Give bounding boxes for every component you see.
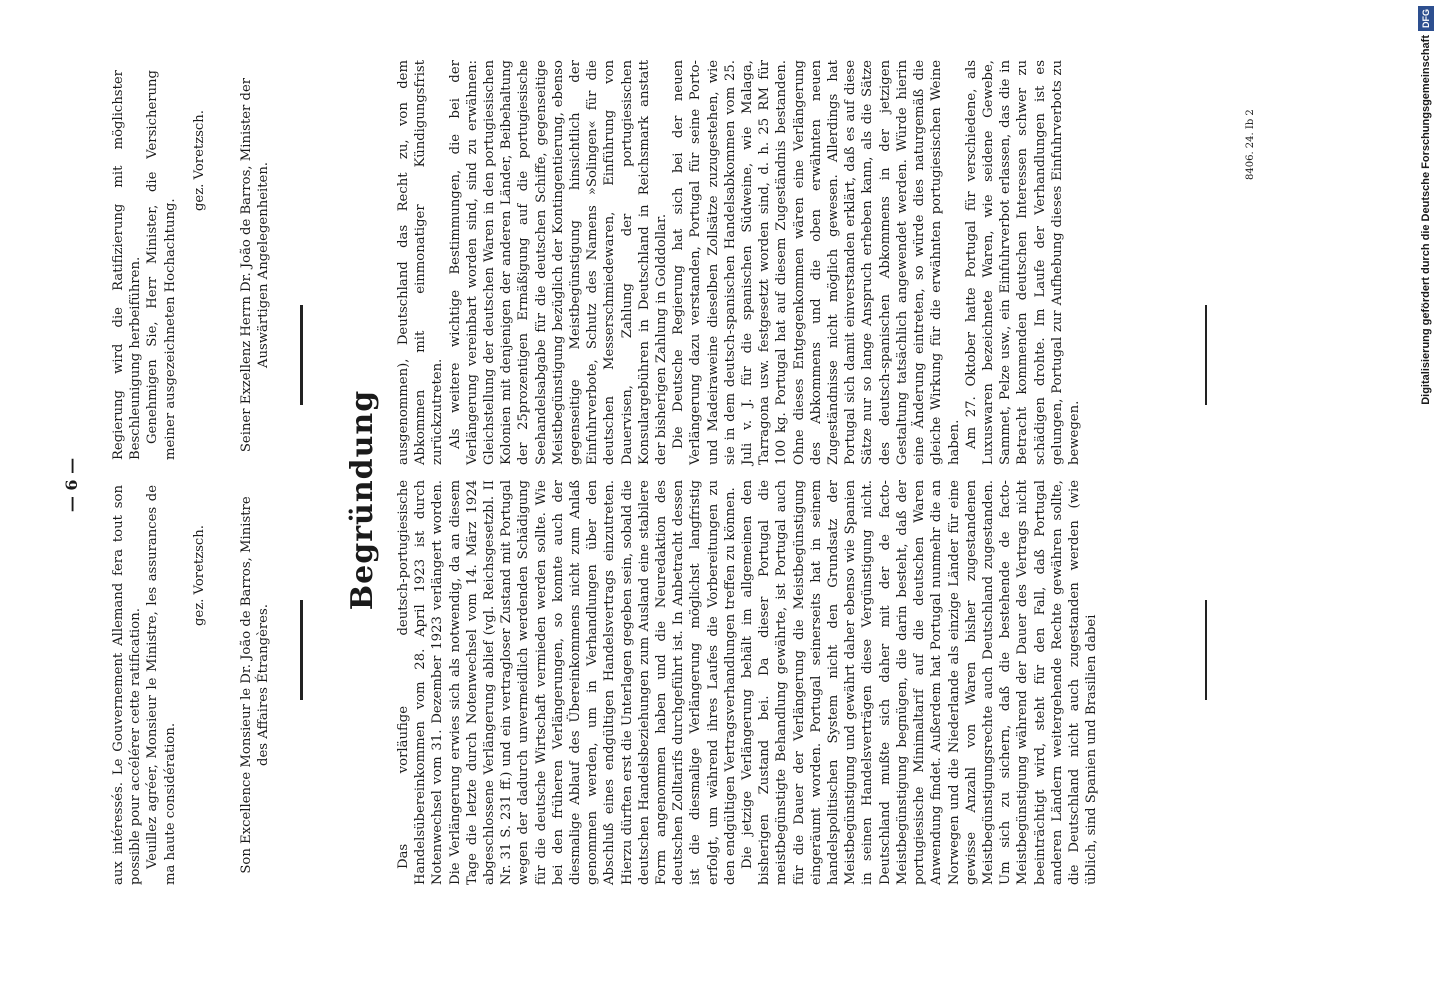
- page-number: — 6 —: [62, 457, 81, 513]
- french-text: aux intéressés. Le Gouvernement Allemand fera tout son possible pour accélérer cette ratification.: [111, 485, 144, 885]
- section-rule: [300, 305, 303, 405]
- section-rule: [300, 600, 303, 700]
- french-closing: Veuillez agréer, Monsieur le Ministre, les assurances de ma haute considération.: [145, 485, 178, 885]
- german-letter: [110, 70, 272, 460]
- french-signature: gez. Voretzsch.: [191, 525, 207, 627]
- section-heading: Begründung: [345, 389, 380, 611]
- body-left-column: [395, 480, 1100, 885]
- body-right-column: [395, 60, 1083, 465]
- body-paragraph: Die Deutsche Regierung hat sich bei der neuen Verlängerung dazu verstanden, Portugal für seine Porto- und Madeiraweine dieselben Zollsätze zuzugestehen, wie sie in dem deutsch-spanischen Handelsabkommen vom 25. Juli v. J. für die spanischen Südweine, wie Malaga, Tarragona usw. festgesetzt worden sind, d. h. 25 RM für 100 kg. Portugal hat auf diesem Zugeständnis bestanden. Ohne dieses Entgegenkommen wären eine Verlängerung des Abkommens und die oben erwähnten neuen Zugeständnisse nicht möglich gewesen. Allerdings hat Portugal sich damit einverstanden erklärt, daß es auf diese Sätze nur so lange Anspruch erheben kann, als die Sätze des deutsch-spanischen Abkommens in der jetzigen Gestaltung tatsächlich angewendet werden. Würde hierin eine Änderung eintreten, so würde dies naturgemäß die gleiche Wirkung für die erwähnten portugiesischen Weine haben.: [671, 60, 962, 465]
- sidebar-credit: [1418, 0, 1434, 1000]
- body-paragraph: Das vorläufige deutsch-portugiesische Handelsübereinkommen vom 28. April 1923 ist durch Notenwechsel vom 31. Dezember 1923 verlängert worden. Die Verlängerung erwies sich als notwendig, da an diesem Tage die letzte durch Notenwechsel vom 14. März 1924 abgeschlossene Verlängerung ablief (vgl. Reichsgesetzbl. II Nr. 31 S. 231 ff.) und ein vertragloser Zustand mit Portugal wegen der dadurch unvermeidlich werdenden Schädigung für die deutsche Wirtschaft vermieden werden sollte. Wie bei den früheren Verlängerungen, so konnte auch der diesmalige Ablauf des Übereinkommens nicht zum Anlaß genommen werden, um in Verhandlungen über den Abschluß eines endgültigen Handelsvertrags einzutreten. Hierzu dürften erst die Unterlagen gegeben sein, sobald die deutschen Handelsbeziehungen zum Ausland eine stabilere Form angenommen haben und die Neuredaktion des deutschen Zolltarifs durchgeführt ist. In Anbetracht dessen ist die diesmalige Verlängerung möglichst langfristig erfolgt, um während ihres Laufes die Vorbereitungen zu den endgültigen Vertragsverhandlungen treffen zu können.: [396, 480, 738, 885]
- dfg-logo: DFG: [1418, 6, 1434, 31]
- german-closing: Genehmigen Sie, Herr Minister, die Versicherung meiner ausgezeichneten Hochachtung.: [145, 70, 178, 460]
- body-paragraph: ausgenommen), Deutschland das Recht zu, von dem Abkommen mit einmonatiger Kündigungsfrist zurückzutreten.: [396, 60, 446, 465]
- body-paragraph: Die jetzige Verlängerung behält im allgemeinen den bisherigen Zustand bei. Da dieser Portugal die meistbegünstigte Behandlung gewährte, ist Portugal auch für die Dauer der Verlängerung die Meistbegünstigung eingeräumt worden. Portugal seinerseits hat in seinem handelspolitischen System nicht den Grundsatz der Meistbegünstigung und gewährt daher ebenso wie Spanien in seinen Handelsverträgen diese Vergünstigung nicht. Deutschland mußte sich daher mit der de facto-Meistbegünstigung begnügen, die darin besteht, daß der portugiesische Minimaltarif auf die deutschen Waren Anwendung findet. Außerdem hat Portugal nunmehr die an Norwegen und die Niederlande als einzige Länder für eine gewisse Anzahl von Waren bisher zugestandenen Meistbegünstigungsrechte auch Deutschland zugestanden. Um sich zu sichern, daß die bestehende de facto-Meistbegünstigung während der Dauer des Vertrags nicht beeinträchtigt wird, steht für den Fall, daß Portugal anderen Ländern weitergehende Rechte gewähren sollte, die Deutschland nicht auch zugestanden werden (wie üblich, sind Spanien und Brasilien dabei: [740, 480, 1100, 885]
- end-rule: [1205, 305, 1207, 405]
- end-rule: [1205, 600, 1207, 700]
- german-signature: gez. Voretzsch.: [191, 110, 207, 212]
- german-text: Regierung wird die Ratifizierung mit möglichster Beschleunigung herbeiführen.: [111, 70, 144, 460]
- credit-text-wrap: [1418, 0, 1434, 1000]
- body-paragraph: Als weitere wichtige Bestimmungen, die bei der Verlängerung vereinbart worden sind, sind zu erwähnen: Gleichstellung der deutschen Waren in den portugiesischen Kolonien mit denjenigen der anderen Länder, Beibehaltung der 25prozentigen Ermäßigung auf die portugiesische Seehandelsabgabe für die deutschen Schiffe, gegenseitige Meistbegünstigung bezüglich der Kontingentierung, ebenso gegenseitige Meistbegünstigung hinsichtlich der Einfuhrverbote, Schutz des Namens »Solingen« für die deutschen Messerschmiedewaren, Einführung von Dauervisen, Zahlung der portugiesischen Konsulargebühren in Deutschland in Reichsmark anstatt der bisherigen Zahlung in Golddollar.: [447, 60, 670, 465]
- french-letter: [110, 485, 272, 885]
- german-address: Seiner Exzellenz Herrn Dr. João de Barros, Minister der Auswärtigen Angelegenheiten.: [239, 77, 272, 453]
- french-address: Son Excellence Monsieur le Dr. João de Barros, Ministre des Affaires Étrangères.: [239, 496, 272, 874]
- body-paragraph: Am 27. Oktober hatte Portugal für verschiedene, als Luxuswaren bezeichnete Waren, wie seidene Gewebe, Sammet, Pelze usw., ein Einfuhrverbot erlassen, das die in Betracht kommenden deutschen Interessen schwer zu schädigen drohte. Im Laufe der Verhandlungen ist es gelungen, Portugal zur Aufhebung dieses Einfuhrverbots zu bewegen.: [963, 60, 1082, 465]
- credit-text: Digitalisierung gefördert durch die Deutsche Forschungsgemeinschaft: [1420, 35, 1432, 405]
- printer-code: 8406. 24. Ib 2: [1245, 109, 1256, 180]
